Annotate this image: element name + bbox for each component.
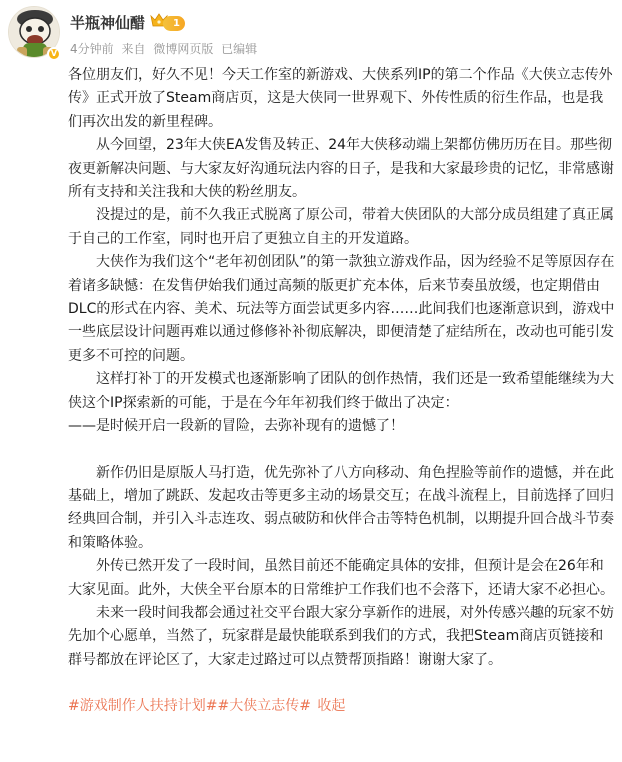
edited-label[interactable]: 已编辑: [221, 42, 258, 56]
paragraph-2: 从今回望，23年大侠EA发售及转正、24年大侠移动端上架都仿佛历历在目。那些彻夜更新解决问题、与大家友好沟通玩法内容的日子，是我和大家最珍贵的记忆，非常感谢所有支持和关注我和大侠的粉丝朋友。: [68, 137, 614, 201]
post-header: [0, 0, 622, 62]
level-badge: [163, 16, 185, 31]
paragraph-6: ——是时候开启一段新的冒险，去弥补现有的遗憾了！: [68, 418, 404, 435]
post-content: [68, 64, 616, 719]
paragraph-gap: [68, 439, 616, 462]
paragraph-3: 没提过的是，前不久我正式脱离了原公司，带着大侠团队的大部分成员组建了真正属于自己的工作室，同时也开启了更独立自主的开发道路。: [68, 207, 614, 247]
username[interactable]: 半瓶神仙醋: [70, 14, 146, 32]
post-source[interactable]: 微博网页版: [153, 42, 214, 56]
source-prefix: 来自: [121, 42, 146, 56]
paragraph-7: 新作仍旧是原版人马打造，优先弥补了八方向移动、角色捏脸等前作的遗憾，并在此基础上，增加了跳跃、发起攻击等更多主动的场景交互；在战斗流程上，目前选择了回归经典回合制，并引入斗志连攻、弱点破防和伙伴合击等特色机制，以期提升回合战斗节奏和策略体验。: [68, 464, 614, 551]
collapse-link[interactable]: 收起: [317, 698, 346, 715]
post-tags: [68, 695, 616, 718]
post-time[interactable]: 4分钟前: [70, 42, 114, 56]
post-meta: [70, 40, 261, 57]
paragraph-9: 未来一段时间我都会通过社交平台跟大家分享新作的进展，对外传感兴趣的玩家不妨先加个心愿单，当然了，玩家群是最快能联系到我们的方式，我把Steam商店页链接和群号都放在评论区了，大家走过路过可以点赞帮顶指路！谢谢大家了。: [68, 604, 614, 668]
level-number: 1: [173, 18, 180, 29]
verified-icon: V: [47, 47, 61, 61]
paragraph-4: 大侠作为我们这个“老年初创团队”的第一款独立游戏作品，因为经验不足等原因存在着诸多缺憾：在发售伊始我们通过高频的版更扩充本体，后来节奏虽放缓，也定期借由DLC的形式在内容、美术、玩法等方面尝试更多内容……此间我们也逐渐意识到，游戏中一些底层设计问题再难以通过修修补补彻底解决，即便清楚了症结所在，改动也可能引发更多不可控的问题。: [68, 254, 615, 364]
paragraph-5: 这样打补丁的开发模式也逐渐影响了团队的创作热情，我们还是一致希望能继续为大侠这个IP探索新的可能，于是在今年年初我们终于做出了决定：: [68, 371, 614, 411]
paragraph-8: 外传已然开发了一段时间，虽然目前还不能确定具体的安排，但预计是会在26年和大家见面。此外，大侠全平台原本的日常维护工作我们也不会落下，还请大家不必担心。: [68, 558, 614, 598]
topic-tag[interactable]: #大侠立志传#: [217, 698, 311, 715]
paragraph-1: 各位朋友们，好久不见！今天工作室的新游戏、大侠系列IP的第二个作品《大侠立志传外传》正式开放了Steam商店页，这是大侠同一世界观下、外传性质的衍生作品，也是我们再次出发的新里程碑。: [68, 67, 613, 130]
topic-tag[interactable]: #游戏制作人扶持计划#: [68, 698, 218, 715]
